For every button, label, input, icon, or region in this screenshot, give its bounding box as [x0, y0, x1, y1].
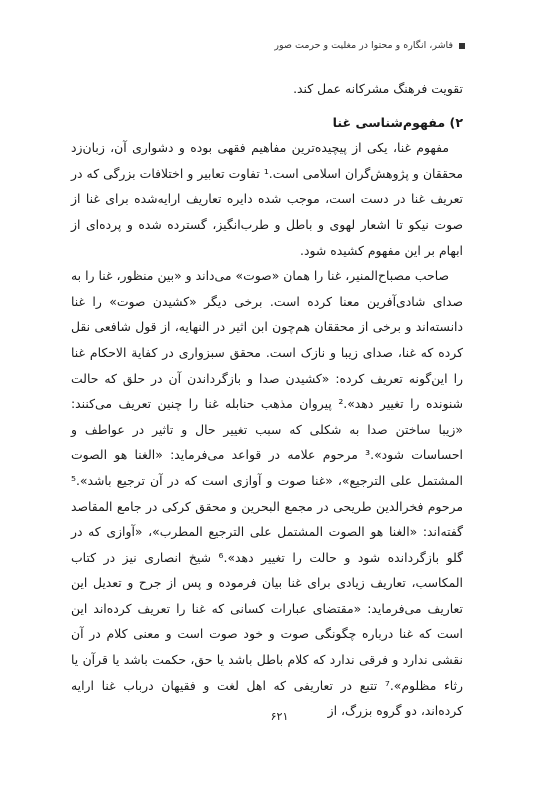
running-header: [73, 40, 465, 51]
page-body: [71, 76, 463, 724]
bullet-icon: [459, 43, 465, 49]
section-heading: ۲) مفهوم‌شناسی غنا: [332, 114, 463, 130]
page-number: ۶۲۱: [270, 710, 289, 723]
intro-line: تقویت فرهنگ مشرکانه عمل کند.: [293, 81, 463, 96]
running-title: فاشر، انگاره و محتوا در مغلیت و حرمت صور: [274, 40, 453, 51]
paragraph-2: صاحب مصباح‌المنیر، غنا را همان «صوت» می‌داند و «بین منظور، غنا را به صدای شادی‌آفرین معنا کرده است. برخی دیگر «کشیدن صوت» را غنا دانسته‌اند و برخی از محققان هم‌چون ابن اثیر در النهایه، از قول شافعی نقل کرده که غنا، صدای زیبا و نازک است. محقق سبزواری در کفایة الاحکام غنا را این‌گونه تعریف کرده: «کشیدن صدا و بازگرداندن آن در حلق که حالت شنونده را تغییر دهد».² پیروان مذهب حنابله غنا را چنین تعریف می‌کنند: «زیبا ساختن صدا به شکلی که سبب تغییر حال و تاثیر در عواطف و احساسات شود».³ مرحوم علامه در قواعد می‌فرماید: «الغنا هو الصوت المشتمل علی الترجیع»، «غنا صوت و آوازی است که در آن ترجیع باشد».⁵ مرحوم فخرالدین طریحی در مجمع البحرین و محقق کرکی در جامع المقاصد گفته‌اند: «الغنا هو الصوت المشتمل علی الترجیع المطرب»، «آوازی که در گلو بازگردانده شود و حالت را تغییر دهد».⁶ شیخ انصاری نیز در کتاب المکاسب، تعاریف زیادی برای غنا بیان فرموده و پس از جرح و تعدیل این تعاریف می‌فرماید: «مقتضای عبارات کسانی که غنا را تعریف کرده‌اند این است که غنا درباره چگونگی صوت و خود صوت است و معنی کلام در آن نقشی ندارد و فرقی ندارد که کلام باطل باشد یا حق، حکمت باشد یا قرآن یا رثاء مظلوم».⁷ تتبع در تعاریفی که اهل لغت و فقیهان درباب غنا ارایه کرده‌اند، دو گروه بزرگ، از: [71, 268, 464, 719]
paragraph-1: مفهوم غنا، یکی از پیچیده‌ترین مفاهیم فقهی بوده و دشواری آن، زبان‌زد محققان و پژوهش‌گران اسلامی است.¹ تفاوت تعابیر و اختلافات بزرگی که در تعریف غنا در دست است، موجب شده دایره تعاریف ارایه‌شده برای غنا از صوت نیکو تا اشعار لهوی و باطل و طرب‌انگیز، گسترده شده و پرده‌ای از ابهام بر این مفهوم کشیده شود.: [71, 140, 463, 258]
